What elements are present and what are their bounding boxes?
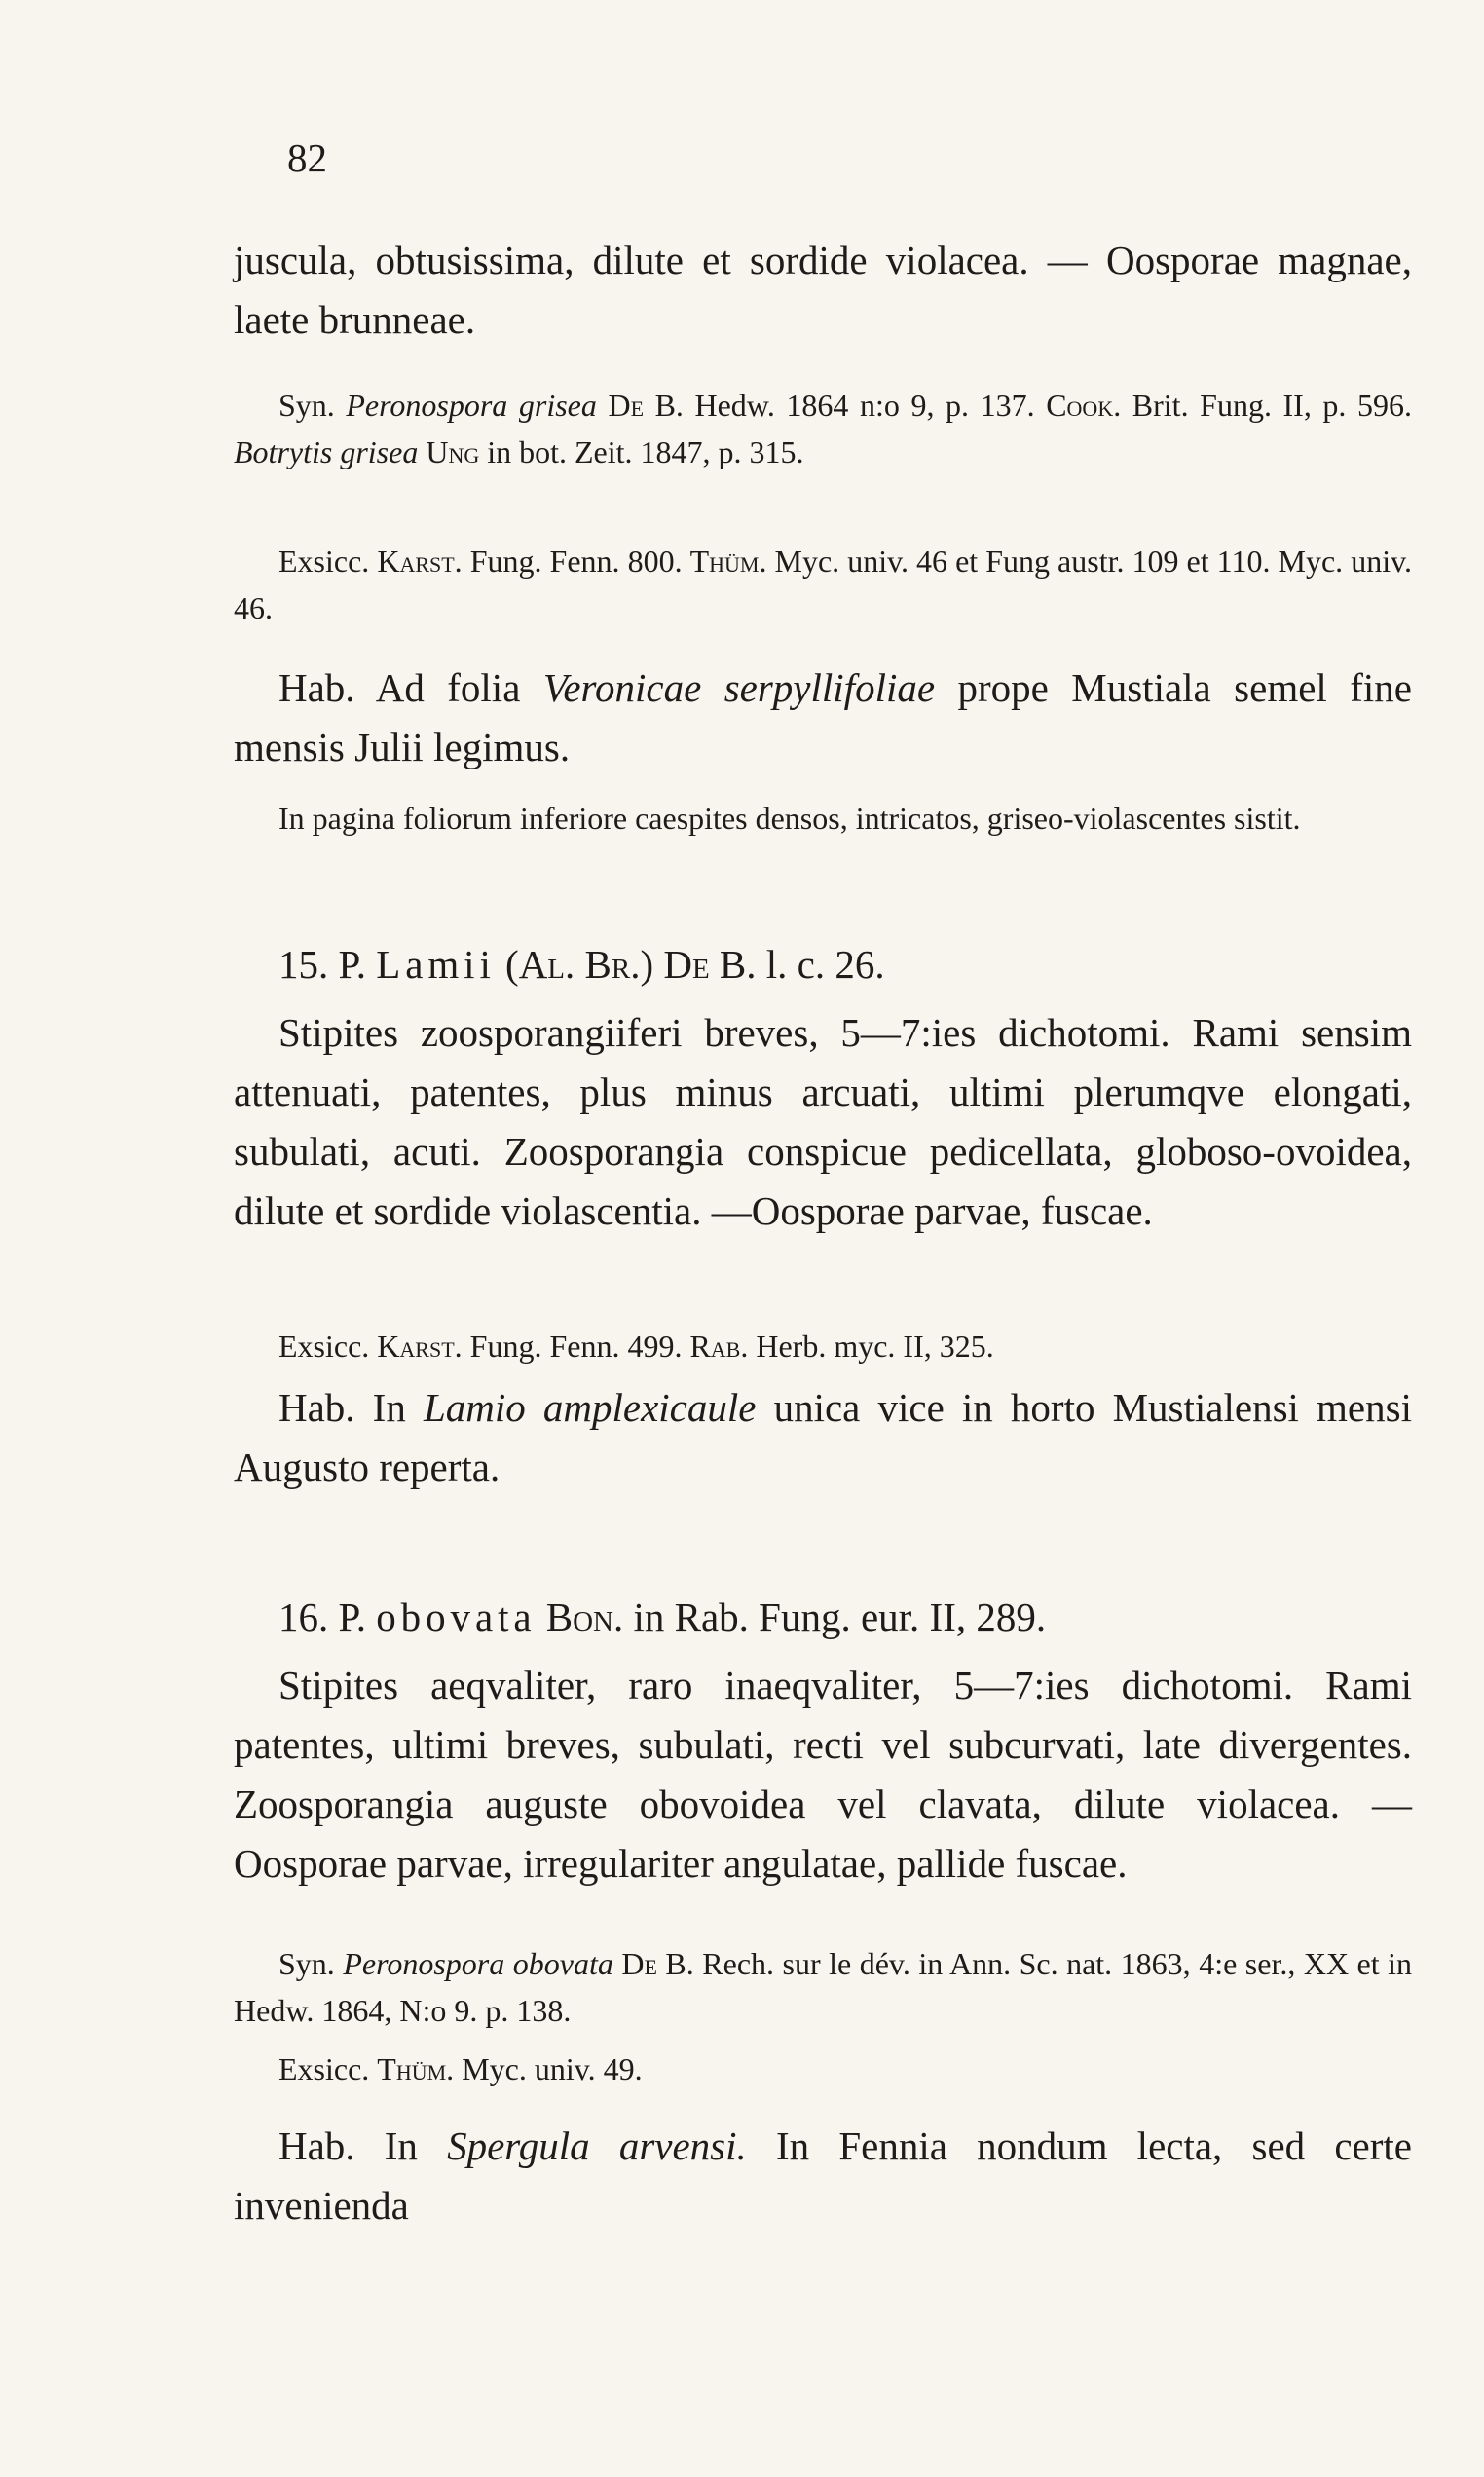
citation: in Rab. Fung. eur. II, 289.	[623, 1595, 1047, 1639]
citation: Brit. Fung. II, p. 596.	[1121, 388, 1412, 423]
description-15-text: Stipites zoosporangiiferi breves, 5—7:ies dichotomi. Rami sensim attenuati, patentes, plus minus arcuati, ultimi plerumqve elongati, subulati, acuti. Zoosporangia conspicue pedicellata, globoso-ovoidea, dilute et sordide violascentia. —Oosporae parvae, fuscae.	[234, 1010, 1412, 1233]
species-16-heading	[234, 1588, 1412, 1647]
exsicc-prefix: Exsicc.	[278, 544, 378, 579]
author-abbrev: Karst.	[377, 1329, 463, 1364]
author-abbrev: De B.	[621, 1946, 694, 1981]
intro-paragraph	[234, 231, 1412, 350]
author-abbrev: Al. Br.	[518, 942, 641, 987]
species-number: 15. P.	[278, 942, 377, 987]
hab-prefix: Hab. In	[278, 1385, 424, 1430]
author-abbrev: Thüm.	[689, 544, 767, 579]
citation: Rech. sur le dév. in Ann. Sc. nat. 1863, 4:e ser., XX et in Hedw. 1864, N:o 9. p. 138.	[234, 1946, 1413, 2028]
hab-text: unica vice in horto Mustialensi mensi Augusto reperta.	[234, 1385, 1412, 1489]
species-15-heading: 15. P. Lamii (Al. Br.) De B. l. c. 26.	[278, 942, 885, 987]
species-number: 16. P.	[278, 1595, 377, 1639]
intro-text: juscula, obtusissima, dilute et sordide violacea. — Oosporae magnae, laete brunneae.	[234, 238, 1412, 342]
author-abbrev: De B.	[608, 388, 684, 423]
page-number: 82	[287, 135, 327, 180]
exsiccata-15	[234, 1323, 1412, 1370]
exsicc-prefix: Exsicc.	[278, 2051, 378, 2086]
host-taxon: Spergula arvensi.	[447, 2123, 747, 2168]
synonymy-16	[234, 1940, 1412, 2034]
habitat-1	[234, 658, 1412, 777]
author-abbrev: Thüm.	[377, 2051, 455, 2086]
author-abbrev: Ung	[426, 434, 480, 469]
host-taxon: Lamio amplexicaule	[423, 1385, 757, 1430]
author-abbrev: Karst.	[377, 544, 463, 579]
habitat-15	[234, 1378, 1412, 1497]
citation: Myc. univ. 49.	[454, 2051, 643, 2086]
exsicc-prefix: Exsicc.	[278, 1329, 378, 1364]
synonymy-1-text	[234, 382, 1412, 475]
author-abbrev: De B.	[663, 942, 757, 987]
syn-taxon: Peronospora grisea	[346, 388, 597, 423]
citation: Fung. Fenn. 800.	[462, 544, 690, 579]
description-16-text: Stipites aeqvaliter, raro inaeqvaliter, 5—7:ies dichotomi. Rami patentes, ultimi breves, subulati, recti vel subcurvati, late divergentes. Zoosporangia auguste obovoidea vel clavata, dilute violacea. — Oosporae parvae, irregulariter angulatae, pallide fuscae.	[234, 1663, 1412, 1886]
hab-prefix: Hab. Ad folia	[278, 665, 543, 710]
exsiccata-16	[234, 2045, 1412, 2092]
habitat-16	[234, 2117, 1412, 2235]
habitat-1-text	[234, 658, 1412, 777]
synonymy-1	[234, 382, 1412, 475]
hab-text: In Fennia nondum lecta, sed certe invenienda	[234, 2123, 1412, 2228]
note-1-text: In pagina foliorum inferiore caespites densos, intricatos, griseo-violascentes sistit.	[278, 801, 1301, 836]
hab-text: prope Mustiala semel fine mensis Julii legimus.	[234, 665, 1412, 769]
syn-taxon: Botrytis grisea	[234, 434, 419, 469]
exsiccata-1-text	[234, 538, 1412, 631]
species-16-description	[234, 1656, 1412, 1894]
citation: Myc. univ. 46 et Fung austr. 109 et 110. Myc. univ. 46.	[234, 544, 1413, 625]
author-abbrev: Rab.	[689, 1329, 749, 1364]
host-taxon: Veronicae serpyllifoliae	[542, 665, 936, 710]
note-1	[234, 795, 1412, 842]
author-abbrev: Cook.	[1046, 388, 1122, 423]
species-epithet: Lamii	[376, 942, 496, 987]
citation: Fung. Fenn. 499.	[462, 1329, 690, 1364]
author-abbrev: Bon.	[536, 1595, 624, 1639]
citation: in bot. Zeit. 1847, p. 315.	[479, 434, 804, 469]
exsiccata-1	[234, 538, 1412, 631]
hab-prefix: Hab. In	[278, 2123, 448, 2168]
citation: Herb. myc. II, 325.	[748, 1329, 994, 1364]
syn-taxon: Peronospora obovata	[343, 1946, 613, 1981]
citation: Hedw. 1864 n:o 9, p. 137.	[683, 388, 1047, 423]
citation: l. c. 26.	[756, 942, 885, 987]
syn-prefix: Syn.	[278, 1946, 344, 1981]
syn-prefix: Syn.	[278, 388, 347, 423]
species-15-description	[234, 1003, 1412, 1241]
species-epithet: obovata	[376, 1595, 537, 1639]
